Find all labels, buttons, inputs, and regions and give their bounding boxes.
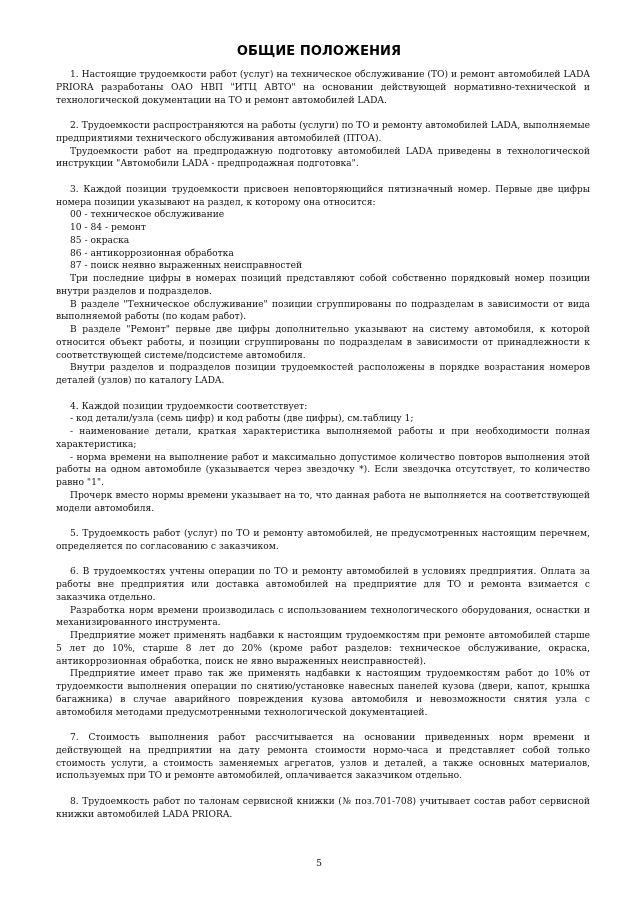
- paragraph: Предприятие имеет право так же применять надбавки к настоящим трудоемкостям работ до 10% от трудоемкости выполнения операции по снятию/установке навесных панелей кузова (двери, капот, крышка багажника) в случае аварийного повреждения кузова автомобиля и невозможности снятия узла с автомобиля методами предусмотренными технологической документацией.: [56, 669, 590, 718]
- list-item: - наименование детали, краткая характеристика выполняемой работы и при необходимости полная характеристика;: [56, 427, 590, 450]
- section-3: [56, 184, 590, 388]
- page-title: ОБЩИЕ ПОЛОЖЕНИЯ: [236, 44, 402, 59]
- section-2: [56, 120, 590, 171]
- section-code-item: 00 - техническое обслуживание: [70, 210, 225, 221]
- paragraph: Внутри разделов и подразделов позиции трудоемкостей расположены в порядке возрастания номеров деталей (узлов) по каталогу LADA.: [56, 363, 590, 386]
- section-code-item: 85 - окраска: [70, 235, 130, 246]
- section-code-item: 86 - антикоррозионная обработка: [70, 248, 234, 259]
- paragraph: 7. Стоимость выполнения работ рассчитывается на основании приведенных норм времени и действующей на предприятии на дату ремонта стоимости нормо-часа и представляет собой только стоимость услуги, а стоимость заменяемых агрегатов, узлов и деталей, а также основных материалов, используемых при ТО и ремонте автомобилей, оплачивается заказчиком отдельно.: [56, 733, 590, 782]
- paragraph: Прочерк вместо нормы времени указывает на то, что данная работа не выполняется на соответствующей модели автомобиля.: [56, 490, 590, 514]
- paragraph: Разработка норм времени производилась с использованием технологического оборудования, оснастки и механизированного инструмента.: [56, 605, 590, 629]
- section-code-item: 87 - поиск неявно выраженных неисправностей: [70, 261, 303, 272]
- section-code-item: 10 - 84 - ремонт: [70, 223, 146, 233]
- paragraph: 1. Настоящие трудоемкости работ (услуг) на техническое обслуживание (ТО) и ремонт автомобилей LADA PRIORA разработаны ОАО НВП "ИТЦ АВТО" на основании действующей нормативно-технической и технологической документации на ТО и ремонт автомобилей LADA.: [56, 70, 590, 106]
- section-8: [56, 796, 590, 822]
- document-body: [56, 69, 590, 821]
- section-4: [56, 401, 590, 516]
- paragraph: 6. В трудоемкостях учтены операции по ТО и ремонту автомобилей в условиях предприятия. Оплата за работы вне предприятия или доставка автомобилей на предприятие для ТО и ремонта взимается с заказчика отдельно.: [56, 567, 590, 603]
- section-6: [56, 566, 590, 719]
- section-7: [56, 732, 590, 783]
- paragraph: 3. Каждой позиции трудоемкости присвоен неповторяющийся пятизначный номер. Первые две цифры номера позиции указывают на раздел, к которому она относится:: [56, 184, 590, 208]
- paragraph: 4. Каждой позиции трудоемкости соответствует:: [70, 401, 308, 412]
- page-number: 5: [316, 858, 322, 869]
- paragraph: Три последние цифры в номерах позиций представляют собой собственно порядковый номер позиции внутри разделов и подразделов.: [56, 274, 590, 297]
- list-item: - норма времени на выполнение работ и максимально допустимое количество повторов выполнения этой работы на одном автомобиле (указывается через звездочку *). Если звездочка отсутствует, то количество равно "1".: [56, 452, 590, 488]
- paragraph: 2. Трудоемкости распространяются на работы (услуги) по ТО и ремонту автомобилей LADA, выполняемые предприятиями технического обслуживания автомобилей (ПТОА).: [56, 121, 590, 144]
- paragraph: 5. Трудоемкость работ (услуг) по ТО и ремонту автомобилей, не предусмотренных настоящим перечнем, определяется по согласованию с заказчиком.: [56, 529, 590, 552]
- paragraph: Предприятие может применять надбавки к настоящим трудоемкостям при ремонте автомобилей старше 5 лет до 10%, старше 8 лет до 20% (кроме работ разделов: техническое обслуживание, окраска, антикоррозионная обработка, поиск не явно выраженных неисправностей).: [56, 631, 590, 667]
- paragraph: В разделе "Ремонт" первые две цифры дополнительно указывают на систему автомобиля, к которой относится объект работы, и позиции сгруппированы по подразделам в зависимости от принадлежности к соответствующей системе/подсистеме автомобиля.: [56, 325, 590, 361]
- list-item: - код детали/узла (семь цифр) и код работы (две цифры), см.таблицу 1;: [70, 414, 414, 425]
- section-1: [56, 69, 590, 107]
- section-5: [56, 528, 590, 554]
- paragraph: Трудоемкости работ на предпродажную подготовку автомобилей LADA приведены в технологической инструкции "Автомобили LADA - предпродажная подготовка".: [56, 146, 590, 170]
- paragraph: 8. Трудоемкость работ по талонам сервисной книжки (№ поз.701-708) учитывает состав работ сервисной книжки автомобилей LADA PRIORA.: [56, 796, 590, 820]
- paragraph: В разделе "Техническое обслуживание" позиции сгруппированы по подразделам в зависимости от вида выполняемой работы (по кодам работ).: [56, 299, 590, 323]
